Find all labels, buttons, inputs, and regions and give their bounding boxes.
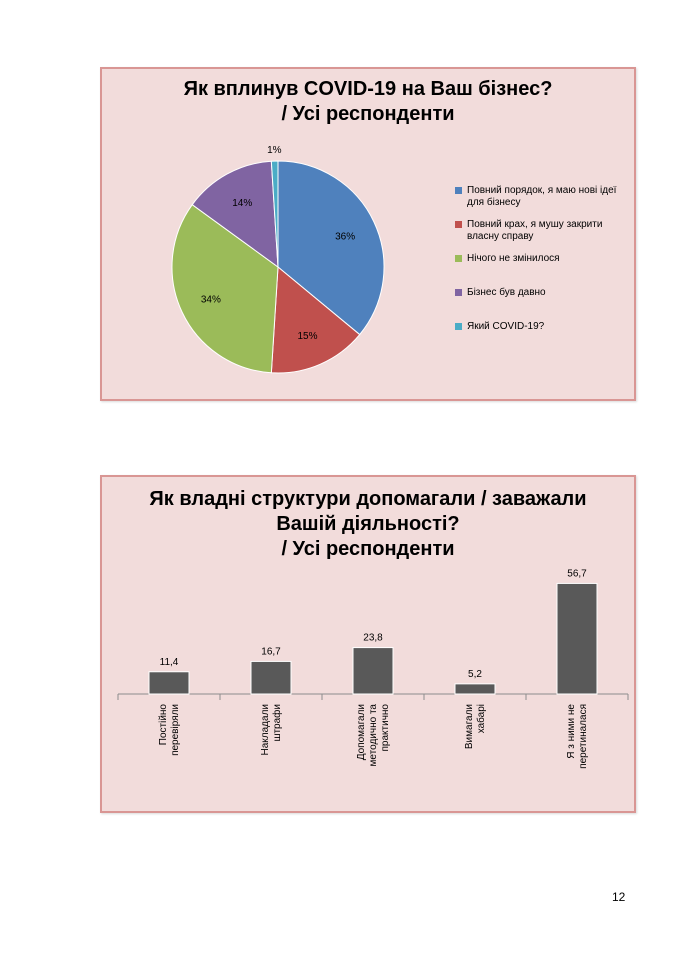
legend-item — [455, 321, 635, 333]
pie-chart-panel — [100, 67, 636, 401]
pie-data-label: 34% — [200, 294, 221, 306]
bar-data-label: 56,7 — [567, 568, 587, 580]
legend-label: Який COVID-19? — [467, 321, 545, 332]
bar-data-label: 23,8 — [363, 632, 383, 644]
legend-label: Бізнес був давно — [467, 287, 546, 298]
legend-swatch — [455, 255, 462, 262]
bar — [149, 672, 189, 694]
pie-data-label: 36% — [335, 231, 356, 243]
legend-label: Повний порядок, я маю нові ідеї для бізнесу — [467, 185, 617, 208]
pie-legend — [455, 185, 635, 333]
category-label-line: Допомагали — [356, 704, 367, 761]
legend-label: Повний крах, я мушу закрити власну справу — [467, 219, 603, 242]
category-label-line: Накладали — [260, 704, 271, 756]
page-number: 12 — [612, 890, 626, 904]
bar-title-line-3: / Усі респонденти — [281, 538, 455, 560]
bar-data-label: 16,7 — [261, 646, 281, 658]
legend-item — [455, 253, 635, 265]
pie-title-line-2: / Усі респонденти — [281, 103, 455, 125]
pie-title-line-1: Як вплинув COVID-19 на Ваш бізнес? — [183, 78, 553, 100]
legend-label: Нічого не змінилося — [467, 253, 560, 264]
pie-data-label: 1% — [267, 145, 282, 157]
category-label-line: штрафи — [272, 704, 283, 742]
bar — [251, 661, 291, 694]
legend-swatch — [455, 221, 462, 228]
bar-chart-panel — [100, 475, 636, 813]
bar — [353, 648, 393, 694]
legend-swatch — [455, 323, 462, 330]
bar — [557, 583, 597, 694]
legend-item — [455, 219, 635, 243]
bar-data-label: 11,4 — [159, 656, 179, 668]
category-label-line: Я з ними не — [566, 704, 577, 759]
legend-item — [455, 287, 635, 299]
pie-data-label: 14% — [232, 197, 253, 209]
category-label-line: методично та — [368, 704, 379, 767]
category-label-line: перевіряли — [170, 704, 181, 756]
bar — [455, 684, 495, 694]
category-label-line: хабарі — [476, 704, 487, 734]
bar-title-line-1: Як владні структури допомагали / заважали — [149, 488, 587, 510]
legend-swatch — [455, 187, 462, 194]
category-label-line: Вимагали — [464, 704, 475, 750]
bar-chart — [102, 477, 638, 815]
category-label-line: перетиналася — [578, 704, 589, 769]
category-label-line: Постійно — [158, 704, 169, 746]
legend-swatch — [455, 289, 462, 296]
category-label-line: практично — [380, 704, 391, 752]
bar-title-line-2: Вашій діяльності? — [276, 513, 460, 535]
bar-data-label: 5,2 — [468, 668, 482, 680]
pie-data-label: 15% — [297, 331, 318, 343]
legend-item — [455, 185, 635, 209]
